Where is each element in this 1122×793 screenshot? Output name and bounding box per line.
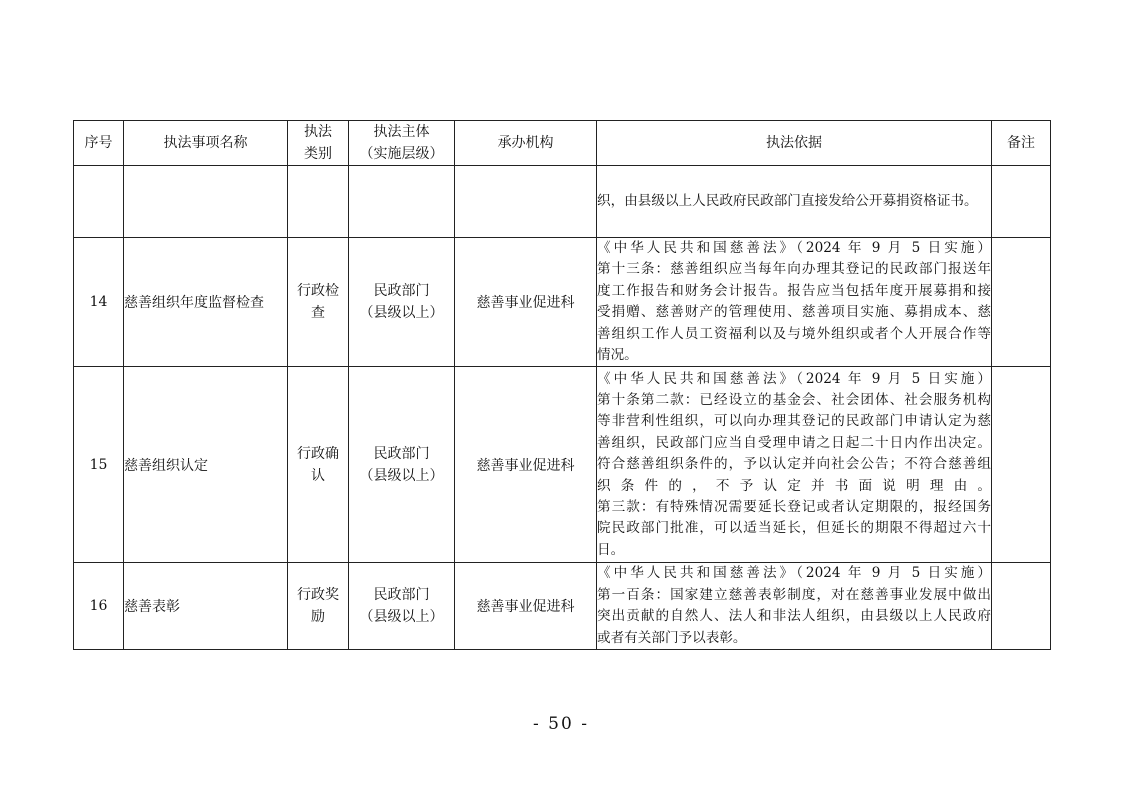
handling-agency: 慈善事业促进科 [455,367,597,563]
enforcement-subject-line: 民政部门 [373,283,430,300]
header-type [288,121,349,166]
legal-basis-line: 日。 [597,541,625,558]
enforcement-subject-line: （县级以上） [359,305,444,322]
legal-basis-line: 第三款：有特殊情况需要延长登记或者认定期限的，报经国务 [597,499,991,516]
header-type-line2: 类别 [304,146,332,162]
header-basis: 执法依据 [597,121,992,166]
header-no: 序号 [74,121,124,166]
header-subject [349,121,455,166]
note [992,166,1051,238]
item-name [124,166,288,238]
note [992,367,1051,563]
enforcement-subject-line: （县级以上） [359,609,444,626]
header-row [74,121,1051,166]
legal-basis-line: 《中华人民共和国慈善法》（2024 年 9 月 5 日实施） [597,565,991,582]
enforcement-subject [349,563,455,650]
enforcement-type [288,367,349,563]
legal-basis-line: 度工作报告和财务会计报告。报告应当包括年度开展募捐和接 [597,282,991,299]
enforcement-type-line: 行政检 [297,283,339,300]
legal-basis-line: 《中华人民共和国慈善法》（2024 年 9 月 5 日实施） [597,370,991,387]
legal-basis-line: 织，由县级以上人民政府民政部门直接发给公开募捐资格证书。 [597,192,978,209]
row-number: 14 [74,238,124,367]
handling-agency [455,166,597,238]
header-type-line1: 执法 [304,124,332,140]
enforcement-type [288,563,349,650]
table-row [74,238,1051,367]
row-number: 15 [74,367,124,563]
header-note: 备注 [992,121,1051,166]
item-name: 慈善表彰 [124,563,288,650]
legal-basis [597,367,992,563]
enforcement-type-line: 查 [311,305,325,322]
legal-basis-line: 善组织工作人员工资福利以及与境外组织或者个人开展合作等 [597,325,991,342]
legal-basis-line: 情况。 [597,347,638,364]
enforcement-subject [349,367,455,563]
law-enforcement-table [73,120,1051,650]
row-number [74,166,124,238]
table-row [74,563,1051,650]
note [992,563,1051,650]
legal-basis-line: 符合慈善组织条件的，予以认定并向社会公告；不符合慈善组 [597,456,991,473]
legal-basis [597,563,992,650]
header-name: 执法事项名称 [124,121,288,166]
legal-basis-line: 第十三条：慈善组织应当每年向办理其登记的民政部门报送年 [597,261,991,278]
enforcement-type-line: 行政奖 [297,587,339,604]
handling-agency: 慈善事业促进科 [455,563,597,650]
legal-basis [597,166,992,238]
note [992,238,1051,367]
enforcement-subject-line: 民政部门 [373,445,430,462]
legal-basis-line: 《中华人民共和国慈善法》（2024 年 9 月 5 日实施） [597,240,991,256]
item-name: 慈善组织年度监督检查 [124,238,288,367]
legal-basis-line: 院民政部门批准，可以适当延长，但延长的期限不得超过六十 [597,520,991,537]
enforcement-subject [349,238,455,367]
table-body [74,166,1051,650]
header-subject-line2: （实施层级） [359,146,444,162]
enforcement-subject [349,166,455,238]
handling-agency: 慈善事业促进科 [455,238,597,367]
item-name: 慈善组织认定 [124,367,288,563]
legal-basis-line: 或者有关部门予以表彰。 [597,629,747,646]
header-subject-line1: 执法主体 [373,124,430,140]
enforcement-type [288,238,349,367]
row-number: 16 [74,563,124,650]
enforcement-subject-line: （县级以上） [359,467,444,484]
legal-basis-line: 织条件的，不予认定并书面说明理由。 [597,477,991,494]
enforcement-type-line: 行政确 [297,445,339,462]
legal-basis-line: 受捐赠、慈善财产的管理使用、慈善项目实施、募捐成本、慈 [597,304,991,321]
legal-basis-line: 等非营利性组织，可以向办理其登记的民政部门申请认定为慈 [597,413,991,430]
legal-basis-line: 第十条第二款：已经设立的基金会、社会团体、社会服务机构 [597,392,991,409]
legal-basis [597,238,992,367]
legal-basis-line: 第一百条：国家建立慈善表彰制度，对在慈善事业发展中做出 [597,586,991,603]
table-row [74,367,1051,563]
header-agency: 承办机构 [455,121,597,166]
enforcement-type-line: 认 [311,467,325,484]
legal-basis-line: 善组织，民政部门应当自受理申请之日起二十日内作出决定。 [597,434,991,451]
table-row [74,166,1051,238]
enforcement-subject-line: 民政部门 [373,587,430,604]
legal-basis-line: 突出贡献的自然人、法人和非法人组织，由县级以上人民政府 [597,608,991,625]
page-number: - 50 - [533,714,589,734]
enforcement-type-line: 励 [311,609,325,626]
enforcement-type [288,166,349,238]
